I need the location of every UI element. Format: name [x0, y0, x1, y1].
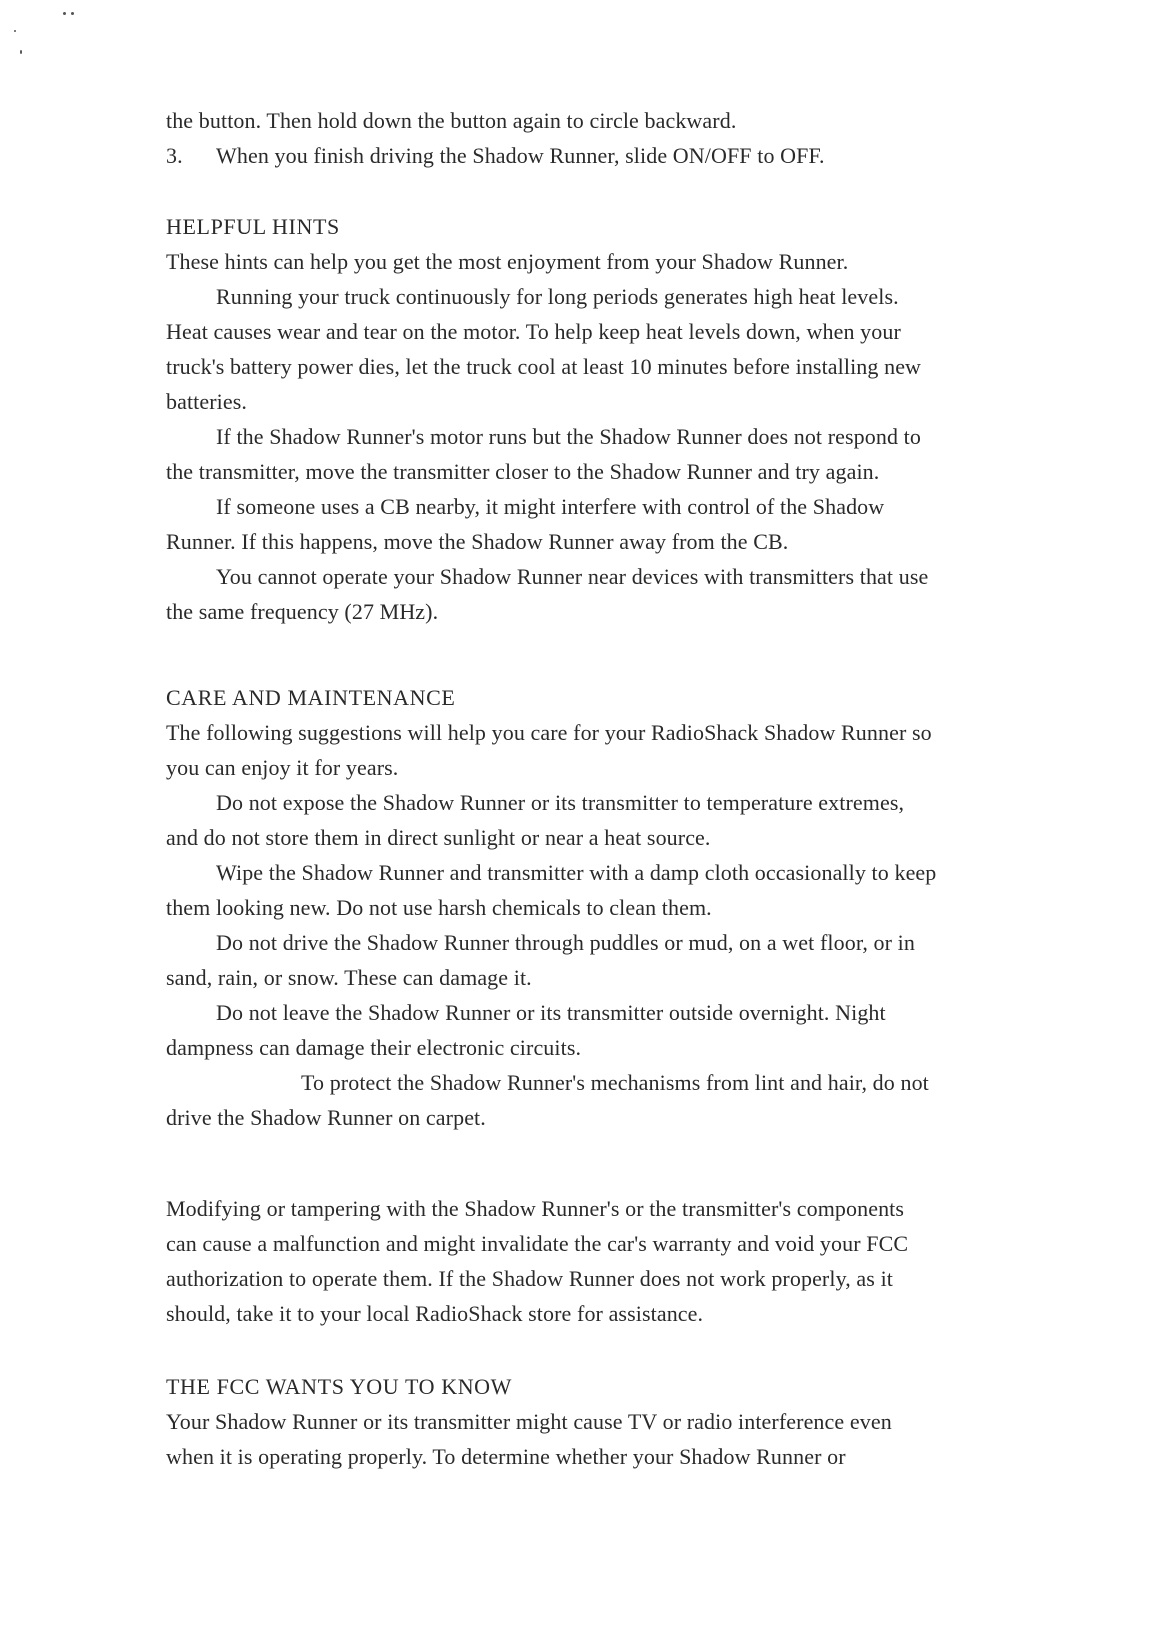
modifying-line: can cause a malfunction and might invalidate the car's warranty and void your FCC — [166, 1231, 909, 1256]
hint-line: Heat causes wear and tear on the motor. To help keep heat levels down, when your — [166, 319, 901, 344]
care-line: Do not drive the Shadow Runner through puddles or mud, on a wet floor, or in — [216, 930, 915, 955]
intro-section — [166, 103, 1026, 173]
care-line: drive the Shadow Runner on carpet. — [166, 1105, 486, 1130]
care-line: sand, rain, or snow. These can damage it. — [166, 965, 532, 990]
care-section — [166, 680, 1026, 1135]
scan-speck — [14, 30, 16, 32]
hint-line: the transmitter, move the transmitter closer to the Shadow Runner and try again. — [166, 459, 880, 484]
step-3-text: When you finish driving the Shadow Runner, slide ON/OFF to OFF. — [216, 143, 825, 168]
fcc-heading: THE FCC WANTS YOU TO KNOW — [166, 1374, 513, 1399]
fcc-line: Your Shadow Runner or its transmitter might cause TV or radio interference even — [166, 1409, 892, 1434]
hint-line: the same frequency (27 MHz). — [166, 599, 439, 624]
scan-speck — [71, 12, 74, 15]
care-line: dampness can damage their electronic circuits. — [166, 1035, 582, 1060]
modifying-line: authorization to operate them. If the Shadow Runner does not work properly, as it — [166, 1266, 893, 1291]
hint-line: If someone uses a CB nearby, it might interfere with control of the Shadow — [216, 494, 885, 519]
hint-line: Runner. If this happens, move the Shadow Runner away from the CB. — [166, 529, 789, 554]
care-line: you can enjoy it for years. — [166, 755, 399, 780]
step-3-number: 3. — [166, 143, 183, 168]
hint-line: You cannot operate your Shadow Runner near devices with transmitters that use — [216, 564, 929, 589]
modifying-line: Modifying or tampering with the Shadow Runner's or the transmitter's components — [166, 1196, 905, 1221]
hint-line: These hints can help you get the most enjoyment from your Shadow Runner. — [166, 249, 849, 274]
modifying-section — [166, 1191, 1026, 1331]
care-line: The following suggestions will help you care for your RadioShack Shadow Runner so — [166, 720, 932, 745]
helpful-hints-heading: HELPFUL HINTS — [166, 214, 340, 239]
care-heading: CARE AND MAINTENANCE — [166, 685, 456, 710]
hint-line: If the Shadow Runner's motor runs but the Shadow Runner does not respond to — [216, 424, 921, 449]
modifying-line: should, take it to your local RadioShack store for assistance. — [166, 1301, 704, 1326]
fcc-line: when it is operating properly. To determine whether your Shadow Runner or — [166, 1444, 846, 1469]
helpful-hints-section — [166, 209, 1026, 629]
care-line: Wipe the Shadow Runner and transmitter with a damp cloth occasionally to keep — [216, 860, 937, 885]
hint-line: truck's battery power dies, let the truck cool at least 10 minutes before installing new — [166, 354, 922, 379]
care-line: and do not store them in direct sunlight or near a heat source. — [166, 825, 711, 850]
care-line: Do not expose the Shadow Runner or its transmitter to temperature extremes, — [216, 790, 905, 815]
scan-speck — [63, 12, 66, 15]
hint-line: Running your truck continuously for long periods generates high heat levels. — [216, 284, 899, 309]
care-line: To protect the Shadow Runner's mechanisms from lint and hair, do not — [301, 1070, 929, 1095]
step-3 — [166, 138, 1026, 173]
care-line: Do not leave the Shadow Runner or its transmitter outside overnight. Night — [216, 1000, 886, 1025]
fcc-section — [166, 1369, 1026, 1474]
scan-speck — [20, 50, 22, 54]
intro-line: the button. Then hold down the button again to circle backward. — [166, 108, 737, 133]
hint-line: batteries. — [166, 389, 248, 414]
care-line: them looking new. Do not use harsh chemicals to clean them. — [166, 895, 712, 920]
